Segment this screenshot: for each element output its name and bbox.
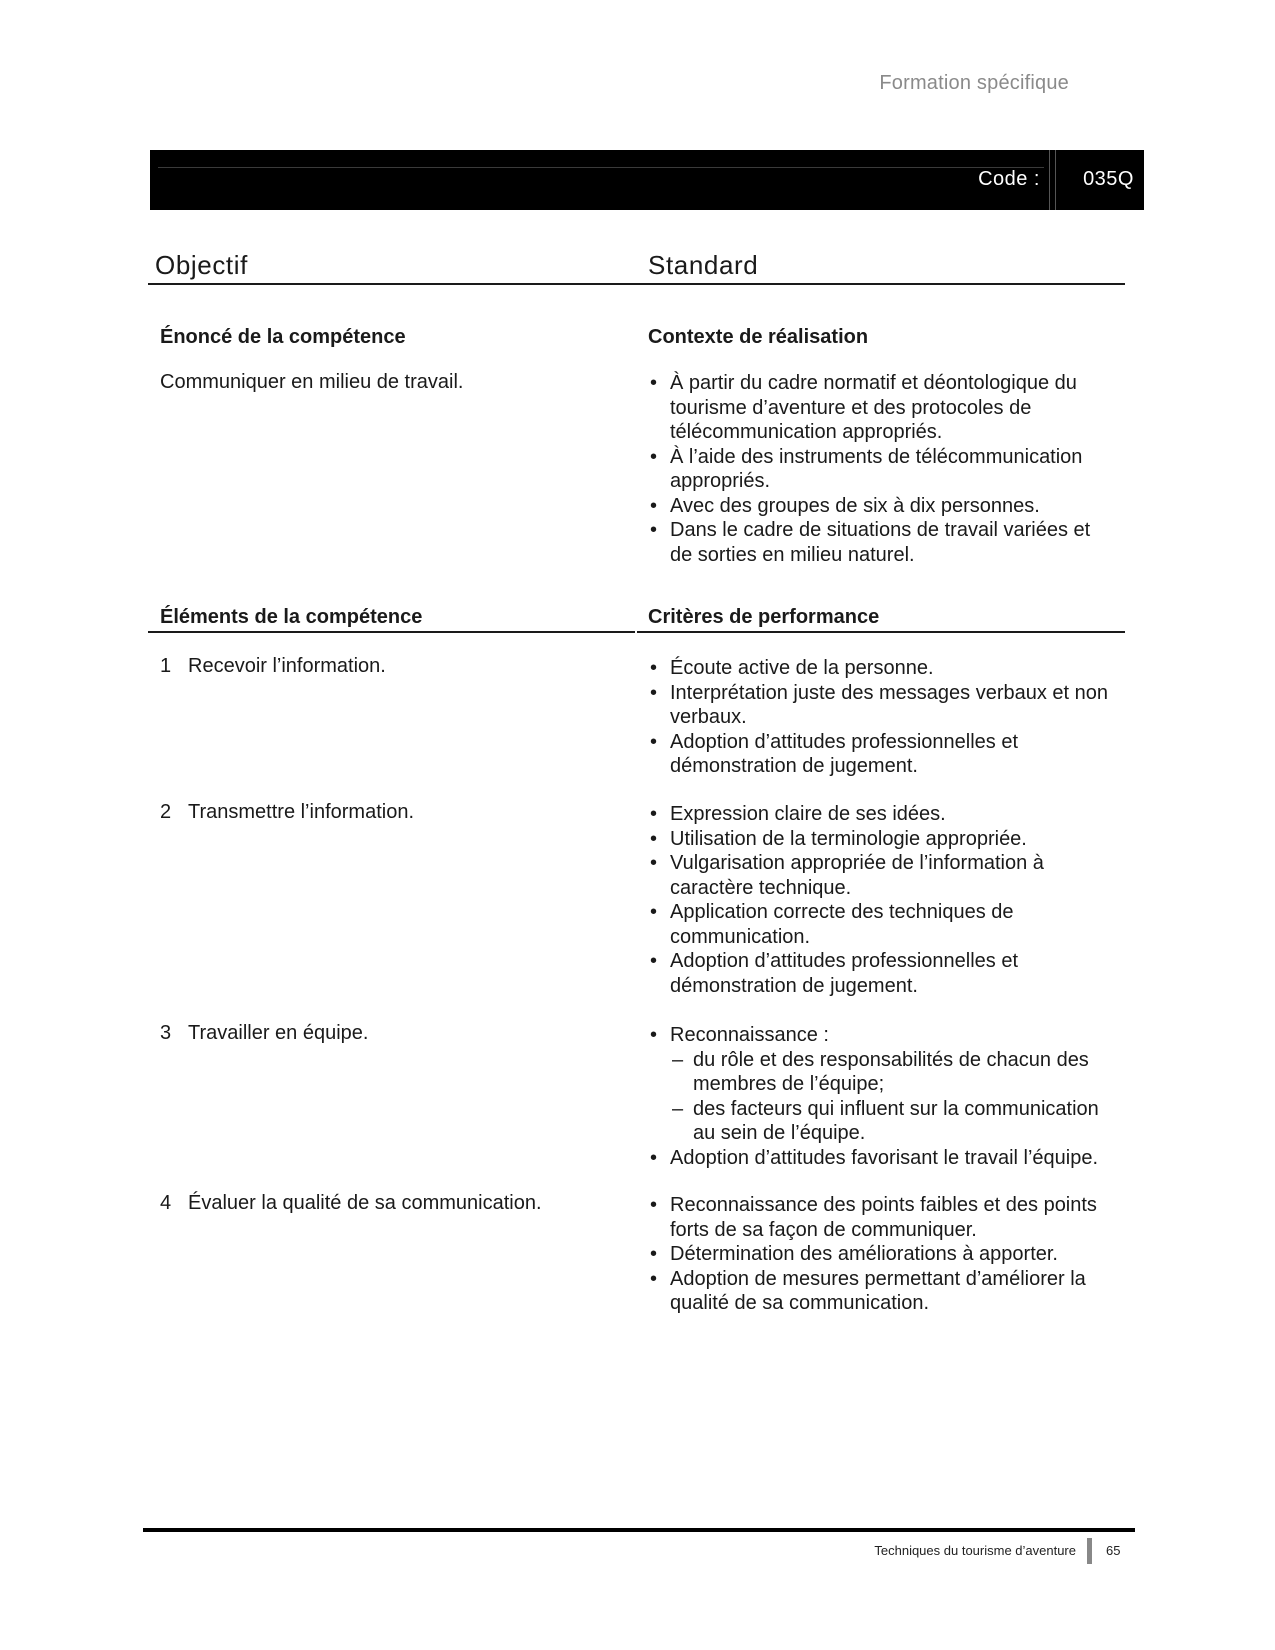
criteria-list <box>648 802 1116 998</box>
list-item: • Application correcte des techniques de communication. <box>648 900 1116 949</box>
contexte-list <box>648 371 1116 567</box>
enonce-text: Communiquer en milieu de travail. <box>160 371 464 393</box>
element-text: Évaluer la qualité de sa communication. <box>188 1192 542 1214</box>
sub-list-item: – des facteurs qui influent sur la communication au sein de l’équipe. <box>670 1097 1126 1146</box>
criteria-wrap <box>648 1023 1126 1170</box>
list-item <box>648 1023 1126 1146</box>
page-number: 65 <box>1106 1543 1121 1558</box>
enonce-title: Énoncé de la compétence <box>160 326 406 348</box>
element-number: 3 <box>160 1022 172 1044</box>
element-text: Travailler en équipe. <box>188 1022 369 1044</box>
criteria-sublist <box>670 1048 1126 1146</box>
section-header: Formation spécifique <box>879 72 1069 94</box>
criteria-list <box>648 656 1116 779</box>
criteria-intro: Reconnaissance : <box>670 1024 829 1046</box>
list-item: • Détermination des améliorations à apporter. <box>648 1242 1116 1267</box>
column-heading-standard: Standard <box>648 250 759 280</box>
code-bar <box>150 150 1144 210</box>
criteria-wrap <box>648 802 1116 998</box>
criteria-wrap <box>648 656 1116 779</box>
list-item: • Expression claire de ses idées. <box>648 802 1116 827</box>
criteres-rule <box>637 631 1125 633</box>
code-separator <box>1055 150 1056 210</box>
element-text: Recevoir l’information. <box>188 655 386 677</box>
heading-rule <box>148 283 1125 285</box>
footer-title: Techniques du tourisme d’aventure <box>874 1543 1076 1558</box>
code-value: 035Q <box>1083 168 1134 190</box>
list-item: • Dans le cadre de situations de travail variées et de sorties en milieu naturel. <box>648 518 1116 567</box>
list-item: • Écoute active de la personne. <box>648 656 1116 681</box>
list-item: • Adoption de mesures permettant d’améliorer la qualité de sa communication. <box>648 1267 1116 1316</box>
element-number: 4 <box>160 1192 172 1214</box>
criteres-title: Critères de performance <box>648 606 880 628</box>
element-text: Transmettre l’information. <box>188 801 414 823</box>
criteria-list <box>648 1023 1126 1170</box>
sub-list-item: – du rôle et des responsabilités de chacun des membres de l’équipe; <box>670 1048 1126 1097</box>
footer-separator <box>1087 1538 1092 1564</box>
code-label: Code : <box>978 168 1040 190</box>
list-item: • Utilisation de la terminologie appropriée. <box>648 827 1116 852</box>
list-item: • Interprétation juste des messages verbaux et non verbaux. <box>648 681 1116 730</box>
list-item: • Adoption d’attitudes professionnelles et démonstration de jugement. <box>648 730 1116 779</box>
element-number: 1 <box>160 655 172 677</box>
list-item: • Avec des groupes de six à dix personnes. <box>648 494 1116 519</box>
list-item: • Vulgarisation appropriée de l’information à caractère technique. <box>648 851 1116 900</box>
criteria-wrap <box>648 1193 1116 1316</box>
list-item: • Adoption d’attitudes favorisant le travail l’équipe. <box>648 1146 1126 1171</box>
contexte-title: Contexte de réalisation <box>648 326 869 348</box>
code-separator <box>1049 150 1050 210</box>
column-heading-objectif: Objectif <box>155 250 248 280</box>
element-number: 2 <box>160 801 172 823</box>
contexte-list-wrap <box>648 371 1116 567</box>
list-item: • Adoption d’attitudes professionnelles et démonstration de jugement. <box>648 949 1116 998</box>
elements-title: Éléments de la compétence <box>160 606 423 628</box>
list-item: • À l’aide des instruments de télécommunication appropriés. <box>648 445 1116 494</box>
list-item: • Reconnaissance des points faibles et des points forts de sa façon de communiquer. <box>648 1193 1116 1242</box>
code-bar-rule <box>158 167 1044 168</box>
footer-rule <box>143 1528 1135 1532</box>
criteria-list <box>648 1193 1116 1316</box>
elements-rule <box>148 631 635 633</box>
list-item: • À partir du cadre normatif et déontologique du tourisme d’aventure et des protocoles de télécommunication appropriés. <box>648 371 1116 445</box>
